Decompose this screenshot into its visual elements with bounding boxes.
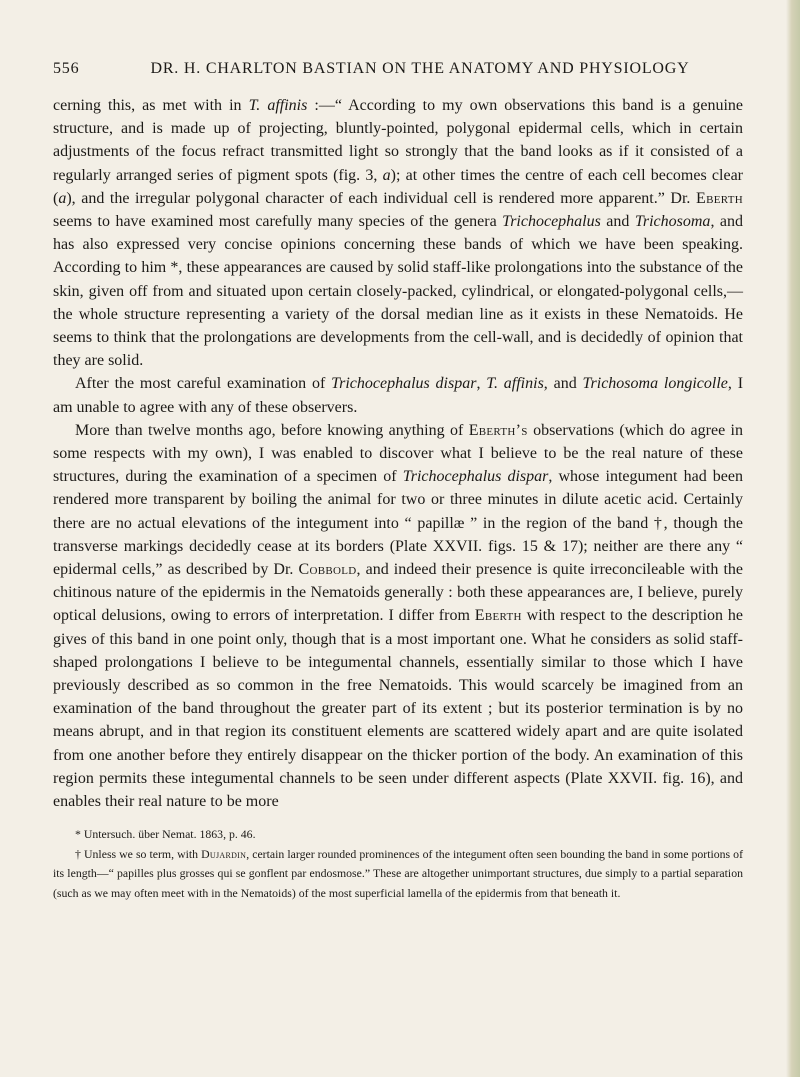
- paragraph-2: [53, 372, 743, 418]
- italic-run: Trichocephalus dispar: [331, 375, 477, 393]
- text-run: , and has also expressed very concise opinions concerning these bands of which we have been speaking. According to him *, these appearances are caused by solid staff-like prolongations into the substance of the skin, given off from and situated upon certain closely-packed, cylindrical, or elongated-polygonal cells,—the whole structure representing a variety of the dorsal median line as it exists in these Nematoids. He seems to think that the prolongations are developments from the cell-wall, and is decidedly of opinion that they are solid.: [53, 213, 743, 370]
- text-run: cerning this, as met with in: [53, 97, 249, 114]
- footnote-1: * Untersuch. über Nemat. 1863, p. 46.: [75, 827, 256, 842]
- running-header: [53, 60, 743, 78]
- italic-run: Trichosoma longicolle: [582, 375, 728, 393]
- book-page: [53, 60, 743, 903]
- italic-run: Trichosoma: [634, 213, 711, 231]
- italic-run: a: [382, 166, 391, 184]
- italic-run: Trichocephalus dispar: [402, 468, 549, 486]
- author-name: Eberth: [696, 189, 743, 207]
- page-number: 556: [53, 60, 80, 77]
- text-run: observations (which do agree in some respects with my own), I was enabled to discover what I believe to be the real nature of these structures, during the examination of a specimen of: [53, 421, 743, 486]
- italic-run: T. affinis: [486, 375, 544, 393]
- author-name: Dujardin: [201, 846, 247, 861]
- author-name: Eberth’s: [468, 421, 528, 439]
- running-title: DR. H. CHARLTON BASTIAN ON THE ANATOMY AND PHYSIOLOGY: [150, 60, 690, 77]
- text-run: and: [600, 213, 635, 231]
- text-run: , and indeed their presence is quite irreconcileable with the chitinous nature of the epidermis in the Nematoids generally : both these appearances are, I believe, purely optical delusions, owing to errors of interpretation. I differ from: [53, 561, 744, 625]
- footnote-2: [53, 845, 743, 903]
- text-run: After the most careful examination of: [75, 375, 332, 393]
- text-run: seems to have examined most carefully many species of the genera: [53, 213, 503, 231]
- text-run: with respect to the description he gives of this band in one point only, though that is a most important one. What he considers as solid staff-shaped prolongations I believe to be integumental channels, essentially similar to those which I have previously described as so common in the free Nematoids. This would scarcely be imagined from an examination of the band throughout the greater part of its extent ; but its posterior termination is by no means abrupt, and in that region its constituent elements are scattered widely apart and are quite isolated from one another before they entirely disappear on the thicker portion of the body. An examination of this region permits these integumental channels to be seen under different aspects (Plate XXVII. fig. 16), and enables their real nature to be more: [53, 607, 744, 811]
- text-run: , I am unable to agree with any of these observers.: [53, 375, 744, 416]
- text-run: ,: [476, 375, 487, 393]
- author-name: Cobbold: [298, 561, 357, 579]
- paragraph-1: [53, 94, 743, 372]
- text-run: , whose integument had been rendered more transparent by boiling the animal for two or three minutes in dilute acetic acid. Certainly there are no actual elevations of the integument into “ papillæ ” in the region of the band †, though the transverse markings decidedly cease at its borders (Plate XXVII. figs. 15 & 17); neither are there any “ epidermal cells,” as described by Dr.: [53, 468, 744, 579]
- text-run: :—“ According to my own observations this band is a genuine structure, and is made up of projecting, bluntly-pointed, polygonal epidermal cells, which in certain adjustments of the focus refract transmitted light so strongly that the band looks as if it consisted of a regularly arranged series of pigment spots (fig. 3,: [53, 97, 743, 184]
- body-text: [53, 94, 743, 813]
- italic-run: T. affinis: [248, 97, 308, 114]
- text-run: ); at other times the centre of each cell becomes clear (: [53, 166, 744, 207]
- text-run: More than twelve months ago, before knowing anything of: [75, 421, 469, 439]
- text-run: ), and the irregular polygonal character of each individual cell is rendered more apparent.” Dr.: [66, 189, 697, 207]
- page-edge: [786, 0, 800, 1077]
- italic-run: Trichocephalus: [502, 213, 601, 231]
- text-run: † Unless we so term, with: [75, 846, 202, 861]
- author-name: Eberth: [474, 607, 522, 625]
- italic-run: a: [58, 189, 67, 207]
- text-run: , certain larger rounded prominences of the integument often seen bounding the band in some portions of its length—“ papilles plus grosses qui se gonflent par endosmose.” These are altogether unimportant structures, due simply to a partial separation (such as we may often meet with in the Nematoids) of the most superficial lamella of the epidermis from that beneath it.: [53, 846, 743, 900]
- paragraph-3: [53, 419, 743, 813]
- text-run: , and: [543, 375, 583, 393]
- footnotes: [53, 825, 743, 903]
